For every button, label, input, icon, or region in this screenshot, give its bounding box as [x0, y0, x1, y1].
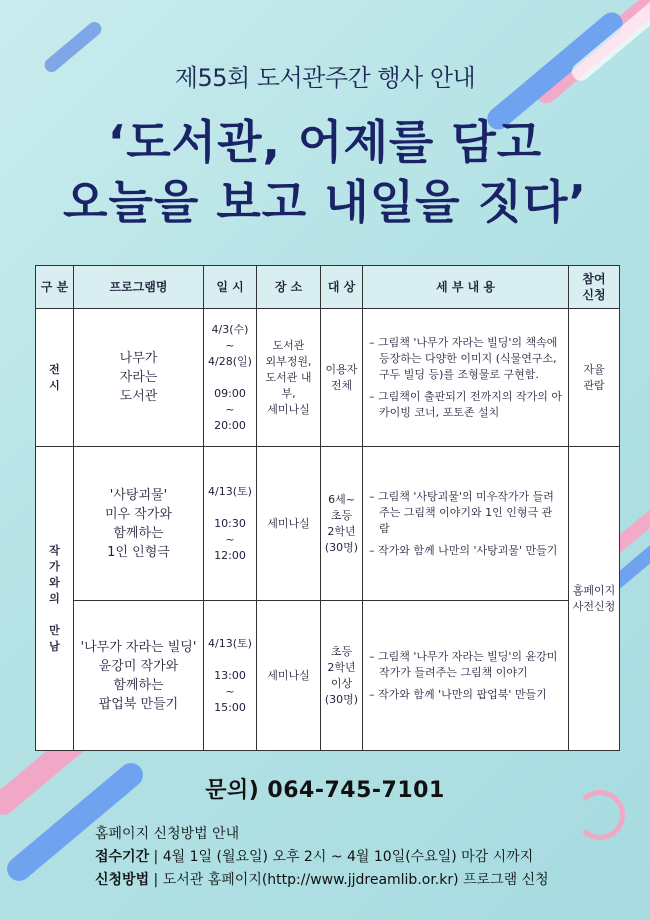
signup-cell: 홈페이지 사전신청: [569, 447, 620, 751]
headline-line-1: ‘도서관, 어제를 담고: [107, 115, 543, 169]
col-header-program: 프로그램명: [74, 266, 204, 309]
target-cell: 이용자 전체: [321, 309, 363, 447]
signup-cell: 자율 관람: [569, 309, 620, 447]
detail-item: – 그림책 '사탕괴물'의 미우작가가 들려주는 그림책 이야기와 1인 인형극 관람: [369, 489, 554, 535]
table-row: [36, 447, 620, 601]
target-cell: 6세~ 초등 2학년 (30명): [321, 447, 363, 601]
details-cell: [363, 601, 569, 751]
target-cell: 초등 2학년 이상 (30명): [321, 601, 363, 751]
guide-title: 홈페이지 신청방법 안내: [95, 826, 240, 842]
place-cell: 세미나실: [257, 447, 321, 601]
guide-period: [95, 846, 533, 866]
col-header-signup: 참여 신청: [569, 266, 620, 309]
details-cell: [363, 309, 569, 447]
detail-item: – 작가와 함께 나만의 '사탕괴물' 만들기: [369, 543, 558, 557]
period-label: 접수기간: [95, 849, 150, 865]
program-cell: '사탕괴물' 미우 작가와 함께하는 1인 인형극: [74, 447, 204, 601]
col-header-details: 세 부 내 용: [363, 266, 569, 309]
event-subtitle: 제55회 도서관주간 행사 안내: [174, 64, 476, 92]
detail-item: – 작가와 함께 '나만의 팝업북' 만들기: [369, 687, 547, 701]
place-cell: 도서관 외부정원, 도서관 내부, 세미나실: [257, 309, 321, 447]
detail-item: – 그림책 '나무가 자라는 빌딩'의 책속에 등장하는 다양한 이미지 (식물연구소, 구두 빌딩 등)를 조형물로 구현함.: [369, 335, 558, 381]
datetime-cell: 4/13(토) 13:00 ~ 15:00: [204, 601, 257, 751]
col-header-place: 장 소: [257, 266, 321, 309]
method-label: 신청방법: [95, 872, 150, 888]
col-header-datetime: 일 시: [204, 266, 257, 309]
datetime-cell: 4/3(수) ~ 4/28(일) 09:00 ~ 20:00: [204, 309, 257, 447]
col-header-target: 대 상: [321, 266, 363, 309]
details-cell: [363, 447, 569, 601]
schedule-table: [35, 265, 620, 751]
program-cell: '나무가 자라는 빌딩' 윤강미 작가와 함께하는 팝업북 만들기: [74, 601, 204, 751]
table-row: [36, 309, 620, 447]
table-header-row: [36, 266, 620, 309]
category-cell: 작 가 와 의 만 남: [36, 447, 74, 751]
place-cell: 세미나실: [257, 601, 321, 751]
detail-item: – 그림책 '나무가 자라는 빌딩'의 윤강미 작가가 들려주는 그림책 이야기: [369, 649, 558, 679]
method-value: | 도서관 홈페이지(http://www.jjdreamlib.or.kr) 프로그램 신청: [149, 872, 549, 888]
period-value: | 4월 1일 (월요일) 오후 2시 ~ 4월 10일(수요일) 마감 시까지: [149, 849, 534, 865]
category-cell: 전 시: [36, 309, 74, 447]
col-header-category: 구 분: [36, 266, 74, 309]
headline-line-2: 오늘을 보고 내일을 짓다’: [63, 175, 587, 229]
table-row: [36, 601, 620, 751]
guide-method: [95, 869, 549, 889]
detail-item: – 그림책이 출판되기 전까지의 작가의 아카이빙 코너, 포토존 설치: [369, 389, 562, 419]
program-cell: 나무가 자라는 도서관: [74, 309, 204, 447]
datetime-cell: 4/13(토) 10:30 ~ 12:00: [204, 447, 257, 601]
contact-phone: 문의) 064-745-7101: [205, 778, 445, 803]
